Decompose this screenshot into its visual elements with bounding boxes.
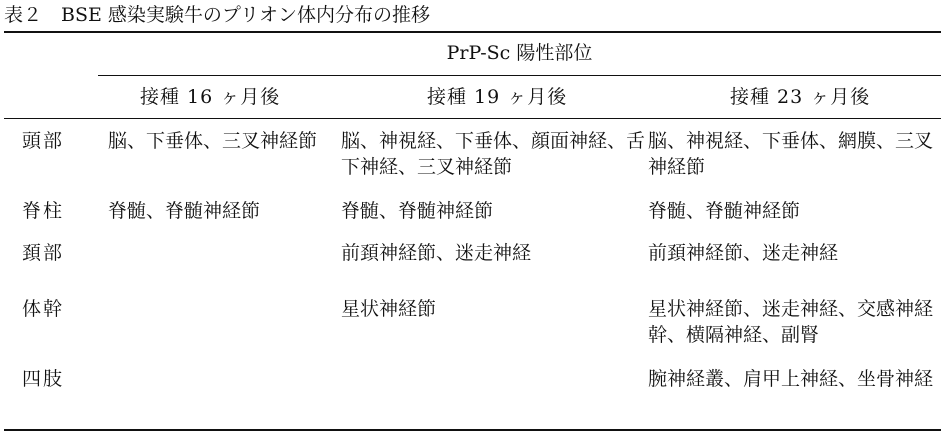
table-cell: 脊髄、脊髄神経節 [341,200,494,222]
row-label-neck: 頚部 [22,242,65,264]
table-cell: 脳、下垂体、三叉神経節 [108,130,318,152]
column-header-16-months: 接種 16 ヶ月後 [140,86,281,108]
table-cell: 星状神経節、迷走神経、交感神経幹、横隔神経、副腎 [648,298,934,346]
table-cell: 脳、神視経、下垂体、顔面神経、舌下神経、三叉神経節 [341,130,646,178]
table-cell: 脳、神視経、下垂体、網膜、三叉神経節 [648,130,934,178]
table-cell: 脊髄、脊髄神経節 [648,200,801,222]
row-label-trunk: 体幹 [22,298,65,320]
table-cell: 脊髄、脊髄神経節 [108,200,261,222]
table-caption: 表２ BSE 感染実験牛のプリオン体内分布の推移 [4,4,430,26]
row-label-spine: 脊柱 [22,200,65,222]
row-label-limbs: 四肢 [22,368,65,390]
group-header-prp-sc: PrP-Sc 陽性部位 [446,42,593,64]
header-bottom-rule [4,118,941,119]
table-cell: 前頚神経節、迷走神経 [341,242,532,264]
row-label-head: 頭部 [22,130,65,152]
table-bottom-rule [4,429,941,431]
table-cell: 腕神経叢、肩甲上神経、坐骨神経 [648,368,934,390]
column-header-19-months: 接種 19 ヶ月後 [427,86,568,108]
table-cell: 星状神経節 [341,298,437,320]
group-header-rule [98,75,941,76]
table-cell: 前頚神経節、迷走神経 [648,242,839,264]
column-header-23-months: 接種 23 ヶ月後 [730,86,871,108]
table-top-rule [4,31,941,33]
